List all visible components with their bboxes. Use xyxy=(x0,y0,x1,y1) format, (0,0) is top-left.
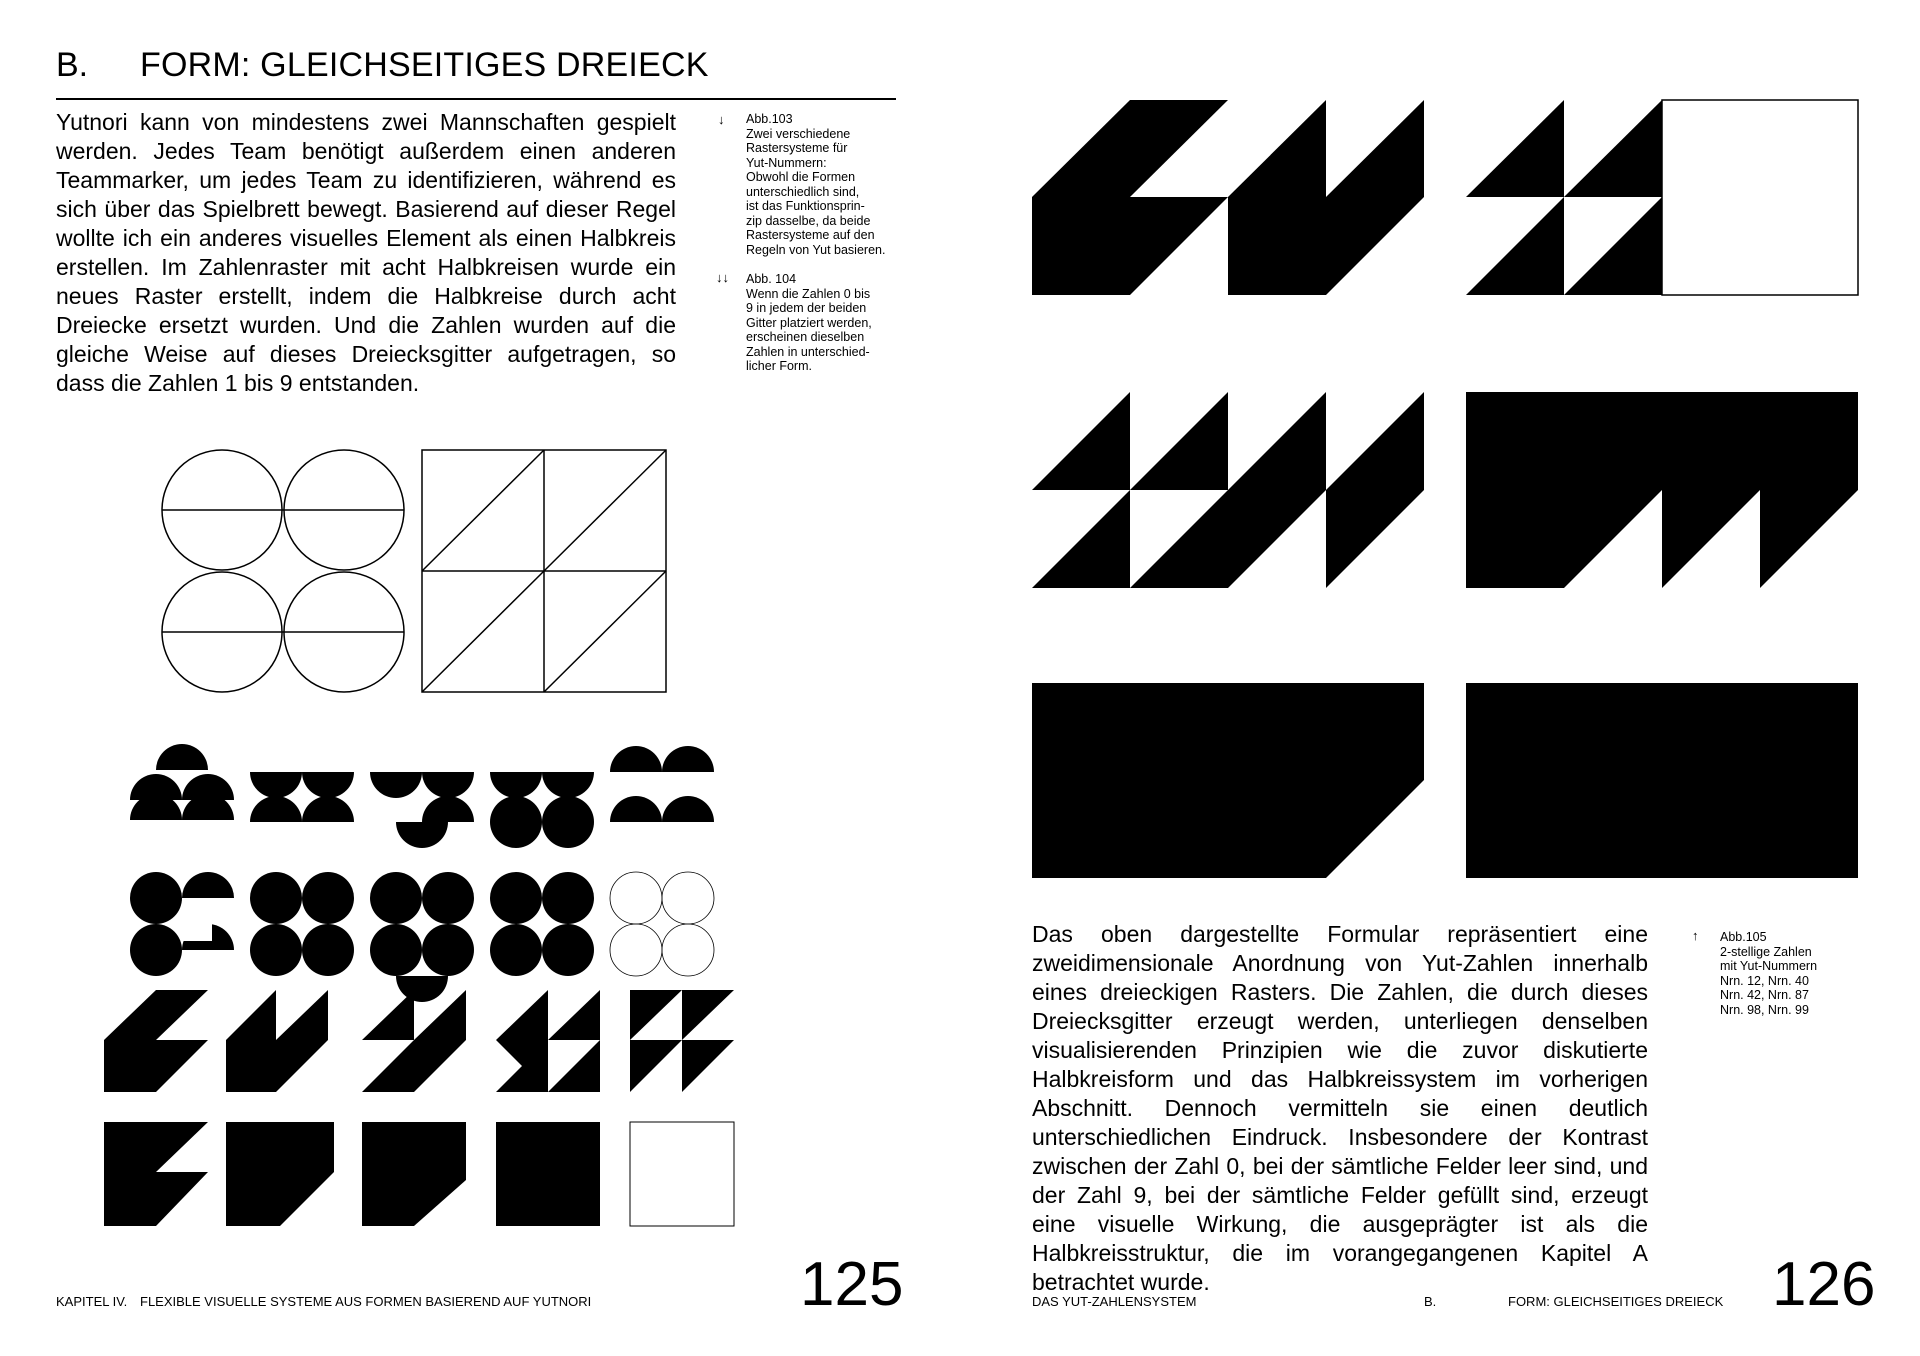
footer-section-letter: B. xyxy=(1424,1294,1437,1309)
caption-arrow-double-down: ↓↓ xyxy=(716,270,729,285)
page-number-left: 125 xyxy=(800,1250,904,1319)
caption-line: unterschiedlich sind, xyxy=(746,184,860,199)
footer-section-title: FORM: GLEICHSEITIGES DREIECK xyxy=(1508,1294,1724,1309)
caption-line: erscheinen dieselben xyxy=(746,330,865,344)
caption-line: ist das Funktionsprin- xyxy=(746,199,865,213)
caption-line: Wenn die Zahlen 0 bis xyxy=(746,286,871,301)
large-number-42 xyxy=(1032,392,1424,588)
caption-line: 9 in jedem der beiden xyxy=(746,301,867,315)
caption-line: Obwohl die Formen xyxy=(746,170,856,184)
footer-chapter: KAPITEL IV. xyxy=(56,1294,128,1309)
large-number-98 xyxy=(1032,683,1424,878)
caption-line: Abb. 104 xyxy=(746,272,797,286)
caption-line: Zahlen in unterschied- xyxy=(746,344,870,359)
large-number-40 xyxy=(1466,100,1858,295)
caption-abb105 xyxy=(1720,930,1880,1017)
caption-arrow-down: ↓ xyxy=(718,112,725,127)
large-number-12 xyxy=(1032,100,1424,295)
caption-arrow-up: ↑ xyxy=(1692,928,1699,943)
caption-line: Nrn. 12, Nrn. 40 xyxy=(1720,973,1809,988)
caption-line: 2-stellige Zahlen xyxy=(1720,944,1812,959)
caption-line: Nrn. 42, Nrn. 87 xyxy=(1720,988,1809,1002)
page-number-right: 126 xyxy=(1772,1250,1876,1319)
footer-system-name: DAS YUT-ZAHLENSYSTEM xyxy=(1032,1294,1197,1309)
caption-line: Rastersysteme auf den xyxy=(746,228,875,242)
caption-line: Regeln von Yut basieren. xyxy=(746,242,886,257)
section-title: FORM: GLEICHSEITIGES DREIECK xyxy=(140,46,709,84)
caption-line: Zwei verschiedene xyxy=(746,126,851,141)
large-number-99 xyxy=(1466,683,1858,878)
caption-line: zip dasselbe, da beide xyxy=(746,213,871,228)
caption-line: mit Yut-Nummern xyxy=(1720,959,1818,973)
caption-line: Gitter platziert werden, xyxy=(746,315,872,330)
footer-chapter-title: FLEXIBLE VISUELLE SYSTEME AUS FORMEN BASIEREND AUF YUTNORI xyxy=(140,1294,592,1309)
caption-line: Rastersysteme für xyxy=(746,141,848,155)
section-letter: B. xyxy=(56,46,89,84)
body-text-left: Yutnori kann von mindestens zwei Mannschaften gespielt werden. Jedes Team benötigt außerdem einen anderen Teammarker, um jedes Team zu identifizieren, während es sich über das Spielbrett bewegt. Basierend auf dieser Regel wollte ich ein anderes visuelles Element als einen Halbkreis erstellen. Im Zahlenraster mit acht Halbkreisen wurde ein neues Raster erstellt, indem die Halbkreise durch acht Dreiecke ersetzt wurden. Und die Zahlen wurden auf die gleiche Weise auf dieses Dreiecksgitter aufgetragen, so dass die Zahlen 1 bis 9 entstanden. xyxy=(56,109,676,396)
caption-line: Abb.105 xyxy=(1720,930,1767,944)
caption-line: Abb.103 xyxy=(746,112,793,126)
caption-line: Nrn. 98, Nrn. 99 xyxy=(1720,1002,1809,1017)
caption-line: licher Form. xyxy=(746,359,812,373)
large-number-87 xyxy=(1466,392,1858,588)
body-text-right: Das oben dargestellte Formular repräsentiert eine zweidimensionale Anordnung von Yut-Zahlen innerhalb eines dreieckigen Rasters. Die Zahlen, die durch dieses Dreiecksgitter erzeugt werden, unterliegen denselben visualisierenden Prinzipien wie die zuvor diskutierte Halbkreisform und das Halbkreissystem im vorherigen Abschnitt. Dennoch vermitteln sie einen deutlich unterschiedlichen Eindruck. Insbesondere der Kontrast zwischen der Zahl 0, bei der sämtliche Felder leer sind, und der Zahl 9, bei der sämtliche Felder gefüllt sind, erzeugt eine visuelle Wirkung, die ausgeprägter ist als die Halbkreisstruktur, die im vorangegangenen Kapitel A betrachtet wurde. xyxy=(1032,921,1648,1295)
caption-line: Yut-Nummern: xyxy=(746,155,827,170)
